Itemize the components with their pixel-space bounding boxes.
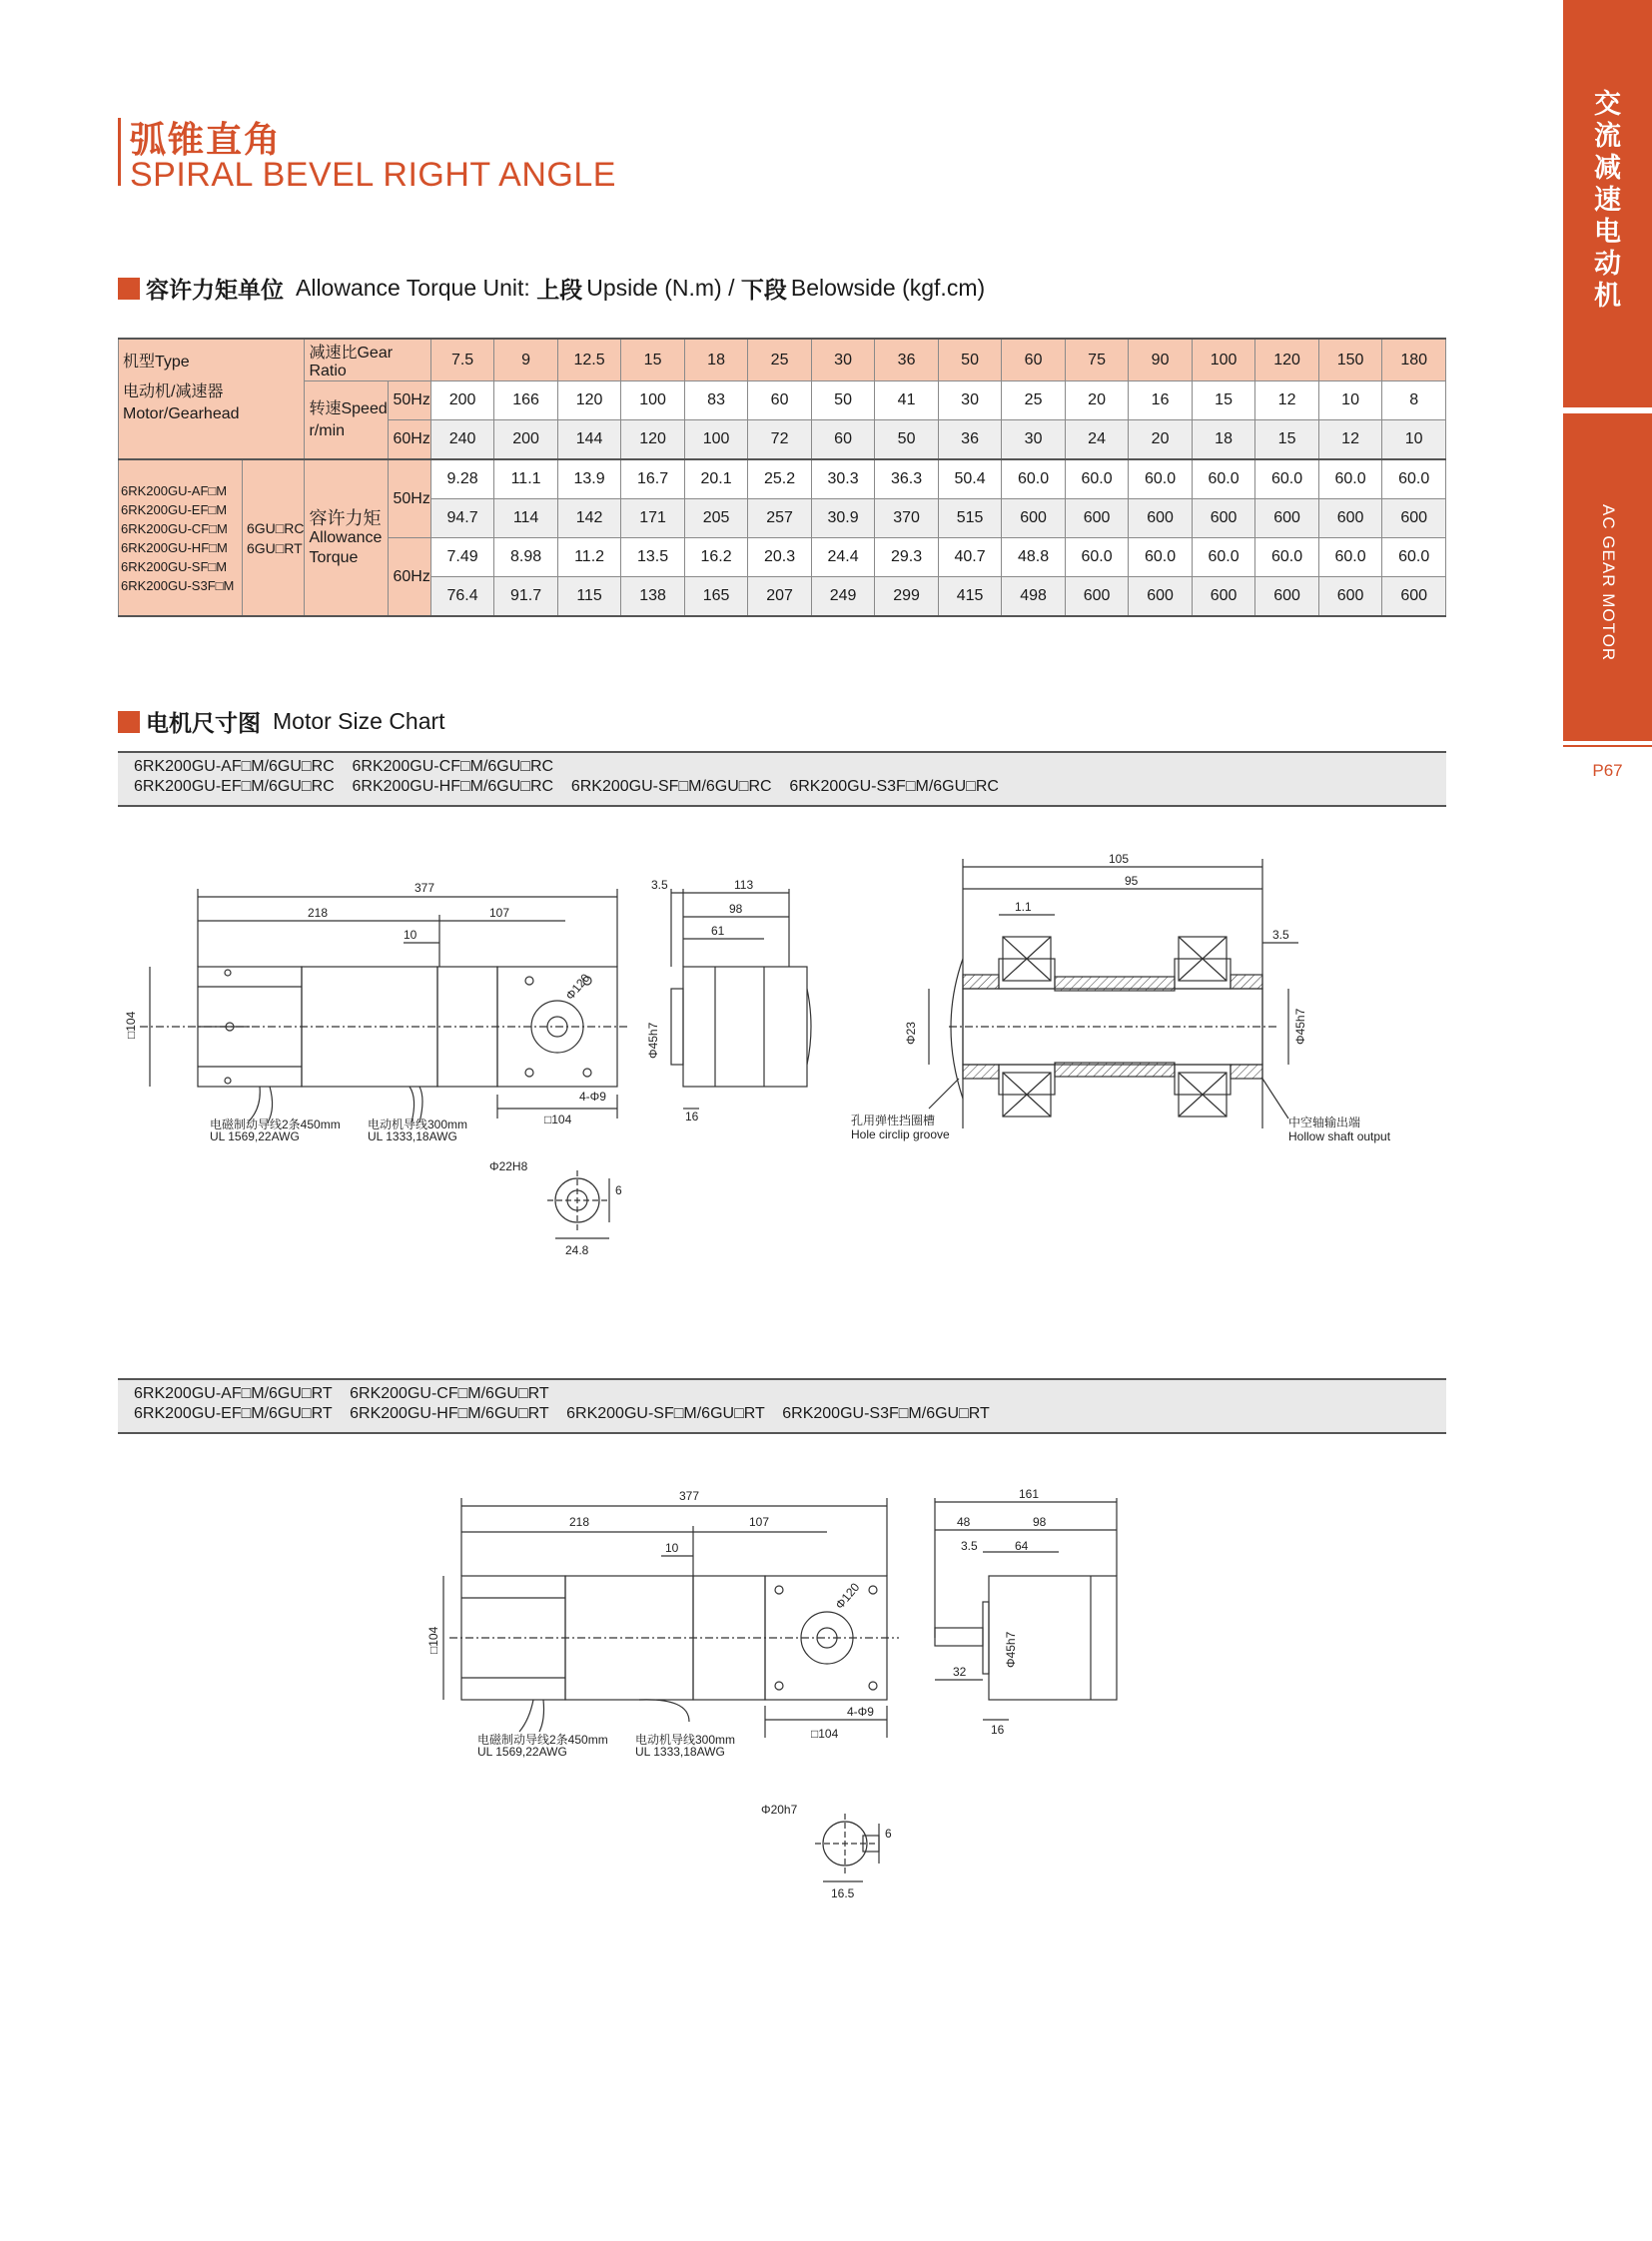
torque-50-kgf-cell: 205 [684,499,748,538]
rt-dim-phi120: Φ120 [832,1580,863,1612]
torque-60-nm-cell: 20.3 [748,538,812,577]
torque-60-kgf-cell: 600 [1382,577,1446,617]
torque-60-nm-cell: 60.0 [1382,538,1446,577]
ratio-cell: 7.5 [430,339,494,381]
ratio-cell: 15 [621,339,685,381]
torque-60-kgf-cell: 138 [621,577,685,617]
rc-dim-phi45: Φ45h7 [646,1022,660,1059]
rt-shaft-width: 16.5 [831,1886,855,1900]
torque-60-kgf-cell: 207 [748,577,812,617]
speed-60-cell: 100 [684,420,748,460]
ratio-cell: 50 [938,339,1002,381]
torque-50-kgf-cell: 142 [557,499,621,538]
torque-en2: Torque [309,548,359,566]
torque-50-nm-cell: 16.7 [621,459,685,499]
torque-50-nm-cell: 60.0 [1129,459,1193,499]
strip-rt-line2: 6RK200GU-EF□M/6GU□RT 6RK200GU-HF□M/6GU□RT 6RK200GU-SF□M/6GU□RT 6RK200GU-S3F□M/6GU□RT [134,1405,990,1422]
rc-shaft-key: 6 [615,1183,622,1197]
model-name: 6RK200GU-SF□M [121,558,228,574]
torque-60-nm-cell: 60.0 [1192,538,1255,577]
speed-60-cell: 20 [1129,420,1193,460]
torque-60-nm-cell: 60.0 [1065,538,1129,577]
torque-60-nm-cell: 29.3 [875,538,939,577]
torque-60-kgf-cell: 299 [875,577,939,617]
belowside-cn: 下段 [740,277,787,303]
torque-60-kgf-cell: 415 [938,577,1002,617]
speed-60-cell: 240 [430,420,494,460]
motor-gearhead-en: Motor/Gearhead [123,404,240,422]
ratio-cell: 25 [748,339,812,381]
rt-wire2-cn: 电动机导线300mm [635,1733,736,1747]
rc-dim-phi45b: Φ45h7 [1293,1008,1307,1045]
torque-60-kgf-cell: 165 [684,577,748,617]
rt-dim-sq104: □104 [426,1626,440,1654]
rc-dim-377: 377 [414,881,435,895]
speed-50-cell: 200 [430,381,494,420]
speed-50-cell: 15 [1192,381,1255,420]
rc-wire2-cn: 电动机导线300mm [368,1118,468,1131]
rt-dim-218: 218 [569,1515,590,1529]
rc-dim-sq104: □104 [124,1011,138,1039]
rc-dim-phi23: Φ23 [904,1022,918,1045]
rc-wire2-ul: UL 1333,18AWG [368,1129,457,1143]
speed-label: 转速Speed [309,399,388,417]
rt-dim-3.5: 3.5 [961,1539,978,1553]
speed-60-cell: 50 [875,420,939,460]
torque-50-nm-cell: 60.0 [1065,459,1129,499]
rc-dim-98: 98 [729,902,743,916]
torque-50-nm-cell: 60.0 [1255,459,1319,499]
rc-dim-105: 105 [1109,852,1130,866]
torque-60-nm-cell: 60.0 [1318,538,1382,577]
rc-end-view [671,889,811,1109]
speed-50-cell: 10 [1318,381,1382,420]
torque-60-nm-cell: 11.2 [557,538,621,577]
rt-wire1-cn: 电磁制动导线2条450mm [477,1733,608,1747]
torque-50-kgf-cell: 600 [1129,499,1193,538]
speed-50-cell: 60 [748,381,812,420]
rc-dim-holes: 4-Φ9 [579,1090,606,1104]
speed-60-cell: 200 [494,420,558,460]
speed-60-cell: 12 [1318,420,1382,460]
page-title-cn: 弧锥直角 [130,119,283,160]
speed-50-cell: 83 [684,381,748,420]
torque-cn: 容许力矩 [309,507,382,528]
torque-50-kgf-cell: 94.7 [430,499,494,538]
speed-50-cell: 120 [557,381,621,420]
torque-50-nm-cell: 60.0 [1002,459,1066,499]
rc-dim-sq104b: □104 [544,1113,572,1126]
torque-60-kgf-cell: 600 [1065,577,1129,617]
rt-wire1-ul: UL 1569,22AWG [477,1745,567,1759]
rc-side-view [140,889,629,1122]
torque-en1: Allowance [309,528,383,546]
rc-wire1-ul: UL 1569,22AWG [210,1129,300,1143]
speed-50-cell: 30 [938,381,1002,420]
rc-circlip-en: Hole circlip groove [851,1127,950,1141]
rt-shaft-phi: Φ20h7 [761,1803,798,1817]
belowside-en: Belowside (kgf.cm) [790,275,986,301]
rt-dim-64: 64 [1015,1539,1029,1553]
torque-50-kgf-cell: 600 [1065,499,1129,538]
rc-dim-16: 16 [685,1110,699,1123]
speed-60-cell: 144 [557,420,621,460]
speed-50-cell: 16 [1129,381,1193,420]
rt-shaft-key: 6 [885,1827,892,1841]
page-title-en: SPIRAL BEVEL RIGHT ANGLE [130,156,616,194]
torque-50-nm-cell: 20.1 [684,459,748,499]
speed-50-cell: 166 [494,381,558,420]
torque-60-nm-cell: 7.49 [430,538,494,577]
torque-60-kgf-cell: 115 [557,577,621,617]
speed-50-cell: 50 [811,381,875,420]
speed-50-cell: 20 [1065,381,1129,420]
speed-unit: r/min [309,421,346,439]
torque-50-nm-cell: 11.1 [494,459,558,499]
ratio-cell: 120 [1255,339,1319,381]
model-name: 6RK200GU-S3F□M [121,577,235,593]
torque-50-nm-cell: 30.3 [811,459,875,499]
torque-60-nm-cell: 16.2 [684,538,748,577]
upside-cn: 上段 [536,277,583,303]
torque-60-nm-cell: 8.98 [494,538,558,577]
torque-60-nm-cell: 24.4 [811,538,875,577]
rt-dim-107: 107 [749,1515,770,1529]
rt-dim-10: 10 [665,1541,679,1555]
torque-50-nm-cell: 9.28 [430,459,494,499]
torque-60-nm-cell: 60.0 [1255,538,1319,577]
motor-gearhead-cn: 电动机/减速器 [123,382,224,400]
torque-50-kgf-cell: 600 [1255,499,1319,538]
speed-60-cell: 15 [1255,420,1319,460]
speed-60-cell: 72 [748,420,812,460]
model-name: 6RK200GU-HF□M [121,539,228,555]
gear-ratio-label: 减速比Gear Ratio [305,339,430,381]
torque-60-kgf-cell: 249 [811,577,875,617]
strip-rc-line2: 6RK200GU-EF□M/6GU□RC 6RK200GU-HF□M/6GU□RC 6RK200GU-SF□M/6GU□RC 6RK200GU-S3F□M/6GU□RC [134,778,999,795]
strip-rt-line1: 6RK200GU-AF□M/6GU□RT 6RK200GU-CF□M/6GU□RT [134,1385,549,1402]
torque-50-kgf-cell: 515 [938,499,1002,538]
rt-dim-161: 161 [1019,1487,1040,1501]
torque-50-kgf-cell: 257 [748,499,812,538]
torque-50-kgf-cell: 600 [1382,499,1446,538]
torque-heading-en: Allowance Torque Unit: [296,275,530,301]
rc-wire1-cn: 电磁制动导线2条450mm [210,1118,341,1131]
side-tab-title-en: AC GEAR MOTOR [1599,504,1618,662]
ratio-cell: 180 [1382,339,1446,381]
speed-60-cell: 120 [621,420,685,460]
torque-50-nm-cell: 25.2 [748,459,812,499]
speed-50-cell: 41 [875,381,939,420]
rc-dim-3.5b: 3.5 [1272,928,1289,942]
rt-wire2-ul: UL 1333,18AWG [635,1745,725,1759]
ratio-cell: 90 [1129,339,1193,381]
torque-50-nm-cell: 60.0 [1382,459,1446,499]
type-label: 机型Type [119,339,305,381]
rt-dim-phi45: Φ45h7 [1004,1631,1018,1668]
rt-dim-48: 48 [957,1515,971,1529]
torque-heading-cn: 容许力矩单位 [146,277,284,303]
hz50-label: 50Hz [389,381,430,420]
speed-60-cell: 10 [1382,420,1446,460]
upside-en: Upside (N.m) / [586,275,735,301]
rt-dim-sq104b: □104 [811,1727,839,1741]
speed-60-cell: 36 [938,420,1002,460]
torque-60-nm-cell: 40.7 [938,538,1002,577]
rt-end-view [935,1498,1117,1720]
rc-shaft-phi: Φ22H8 [489,1159,528,1173]
torque-50-nm-cell: 36.3 [875,459,939,499]
torque-50-nm-cell: 13.9 [557,459,621,499]
rc-dim-phi120: Φ120 [562,971,593,1003]
model-name: 6RK200GU-EF□M [121,501,228,517]
torque-50-kgf-cell: 171 [621,499,685,538]
torque-50-kgf-cell: 600 [1192,499,1255,538]
rc-dim-107: 107 [489,906,510,920]
torque-50-nm-cell: 60.0 [1192,459,1255,499]
rc-dim-1.1: 1.1 [1015,900,1032,914]
size-heading-en: Motor Size Chart [273,708,445,734]
model-name: 6RK200GU-CF□M [121,520,228,536]
rc-dim-10: 10 [404,928,417,942]
torque-hz60-label: 60Hz [389,538,430,617]
torque-60-kgf-cell: 600 [1318,577,1382,617]
rt-dim-98: 98 [1033,1515,1047,1529]
ratio-cell: 9 [494,339,558,381]
torque-50-kgf-cell: 600 [1002,499,1066,538]
page-number: P67 [1592,761,1623,780]
rt-side-view [443,1498,899,1738]
ratio-cell: 150 [1318,339,1382,381]
rc-shaft-width: 24.8 [565,1243,589,1257]
torque-60-kgf-cell: 600 [1129,577,1193,617]
torque-60-nm-cell: 13.5 [621,538,685,577]
rt-dim-32: 32 [953,1665,967,1679]
rc-hollow-en: Hollow shaft output [1288,1129,1391,1143]
rc-shaft-detail [547,1170,609,1238]
ratio-cell: 60 [1002,339,1066,381]
speed-50-cell: 25 [1002,381,1066,420]
gearhead-rc: 6GU□RC [247,519,305,536]
speed-50-cell: 100 [621,381,685,420]
rt-dim-holes: 4-Φ9 [847,1705,874,1719]
speed-60-cell: 60 [811,420,875,460]
torque-50-kgf-cell: 114 [494,499,558,538]
rc-dim-113: 113 [734,878,754,892]
ratio-cell: 30 [811,339,875,381]
rt-dim-16: 16 [991,1723,1005,1737]
torque-50-kgf-cell: 30.9 [811,499,875,538]
speed-60-cell: 30 [1002,420,1066,460]
strip-rc-line1: 6RK200GU-AF□M/6GU□RC 6RK200GU-CF□M/6GU□RC [134,758,554,775]
rc-circlip-cn: 孔用弹性挡圈槽 [851,1114,936,1127]
speed-60-cell: 18 [1192,420,1255,460]
rt-dim-377: 377 [679,1489,700,1503]
torque-60-kgf-cell: 498 [1002,577,1066,617]
rc-hollow-shaft-section [929,859,1298,1128]
torque-60-kgf-cell: 76.4 [430,577,494,617]
torque-50-kgf-cell: 600 [1318,499,1382,538]
rc-dim-95: 95 [1125,874,1139,888]
torque-60-kgf-cell: 91.7 [494,577,558,617]
torque-hz50-label: 50Hz [389,459,430,538]
rc-hollow-cn: 中空轴输出端 [1288,1116,1361,1129]
gearhead-rt: 6GU□RT [247,539,303,556]
torque-60-kgf-cell: 600 [1192,577,1255,617]
speed-60-cell: 24 [1065,420,1129,460]
side-tab-title-cn: 交 流 减 速 电 动 机 [1594,89,1621,311]
torque-50-nm-cell: 60.0 [1318,459,1382,499]
torque-60-nm-cell: 60.0 [1129,538,1193,577]
ratio-cell: 36 [875,339,939,381]
rt-shaft-detail [815,1814,879,1881]
rc-dim-3.5: 3.5 [651,878,668,892]
ratio-cell: 100 [1192,339,1255,381]
rc-dim-61: 61 [711,924,725,938]
ratio-cell: 18 [684,339,748,381]
model-name: 6RK200GU-AF□M [121,482,228,498]
ratio-cell: 75 [1065,339,1129,381]
size-heading-cn: 电机尺寸图 [146,710,261,736]
torque-60-nm-cell: 48.8 [1002,538,1066,577]
torque-50-nm-cell: 50.4 [938,459,1002,499]
torque-60-kgf-cell: 600 [1255,577,1319,617]
torque-50-kgf-cell: 370 [875,499,939,538]
hz60-label: 60Hz [389,420,430,460]
rc-dim-218: 218 [308,906,329,920]
speed-50-cell: 12 [1255,381,1319,420]
ratio-cell: 12.5 [557,339,621,381]
speed-50-cell: 8 [1382,381,1446,420]
